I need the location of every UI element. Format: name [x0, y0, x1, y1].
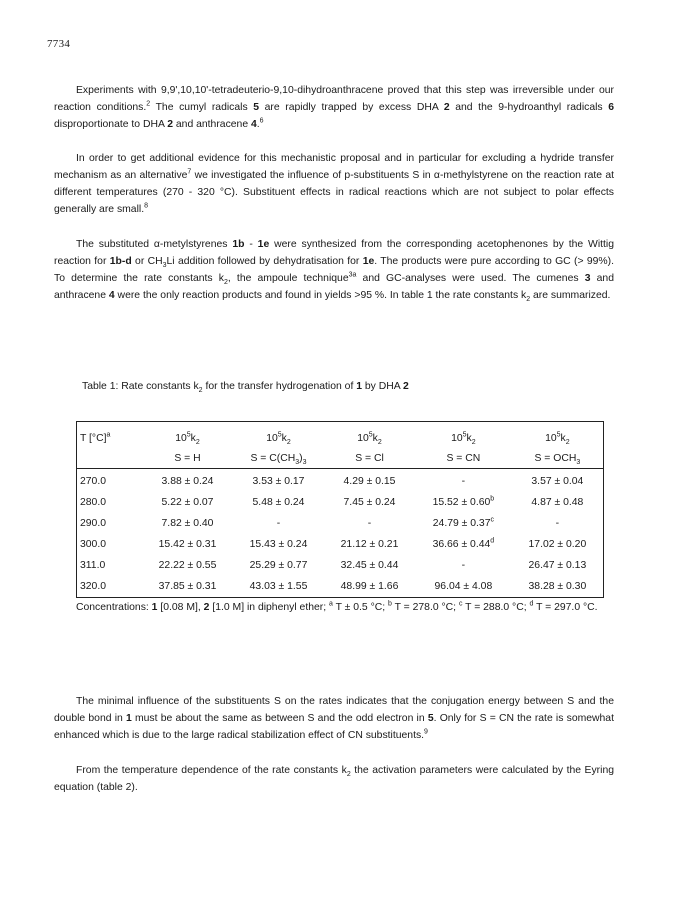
table-caption: Table 1: Rate constants $k_2$ for the transfer hydrogenation of 1 by DHA 2	[82, 381, 409, 395]
cell-value: 15.42 ± 0.31	[158, 539, 217, 550]
cell-value: -	[367, 518, 372, 529]
paragraph-2: In order to get additional evidence for this mechanistic proposal and in particular for excluding a hydride transfer mechanism as an alternative$^7$ we investigated the influence of p-substituents S in α-methylstyrene on the reaction rate at different temperatures (270 - 320 °C). Substituent effects in radical reactions which are not subject to polar effects generally are small.$^8$	[54, 153, 614, 215]
subheader-s-cn: S = CN	[446, 452, 481, 464]
subheader-s-cl: S = Cl	[355, 452, 384, 464]
cell-value: 21.12 ± 0.21	[340, 539, 399, 550]
paragraph-3: The substituted α-metylstyrenes 1b - 1e were synthesized from the corresponding acetophenones by the Wittig reaction for 1b-d or $CH_3Li$ addition followed by dehydratisation for 1e. The products were pure according to GC (> 99%). To determine the rate constants $k_2$, the ampoule technique$^{3a}$ and GC-analyses were used. The cumenes 3 and anthracene 4 were the only reaction products and found in yields >95 %. In table 1 the rate constants $k_2$ are summarized.	[54, 239, 614, 304]
table-subheader-row	[77, 448, 604, 469]
cell-value: -	[555, 518, 560, 529]
subheader-empty	[77, 448, 143, 469]
cell-temperature: 320.0	[80, 581, 107, 592]
cell-value: 96.04 ± 4.08	[434, 581, 493, 592]
table-footnote: Concentrations: 1 [0.08 M], 2 [1.0 M] in diphenyl ether; $^a$ T ± 0.5 °C; $^b$ T = 278.0 °C; $^c$ T = 288.0 °C; $^d$ T = 297.0 °C.	[76, 600, 598, 613]
table-body	[76, 421, 604, 598]
cell-value: 38.28 ± 0.30	[528, 581, 587, 592]
subheader-s-och3: $S = OCH_3$	[534, 452, 581, 466]
cell-value: 3.88 ± 0.24	[142, 469, 233, 493]
cell-value: 32.45 ± 0.44	[340, 560, 399, 571]
table-header-row	[77, 422, 604, 449]
rate-constants-table	[76, 421, 604, 616]
cell-value: 37.85 ± 0.31	[158, 581, 217, 592]
cell-temperature: 270.0	[77, 469, 143, 493]
table-row	[77, 492, 604, 513]
cell-value: 7.45 ± 0.24	[343, 497, 396, 508]
table-row	[77, 534, 604, 555]
cell-value: 43.03 ± 1.55	[249, 581, 308, 592]
header-k2-och3: $10^5k_2$	[545, 431, 570, 446]
header-k2-cn: $10^5k_2$	[451, 431, 476, 446]
cell-value: 5.22 ± 0.07	[161, 497, 214, 508]
header-k2-h: $10^5k_2$	[175, 431, 200, 446]
cell-value: 5.48 ± 0.24	[252, 497, 305, 508]
table-row	[77, 555, 604, 576]
cell-value: 48.99 ± 1.66	[340, 581, 399, 592]
cell-value: 3.53 ± 0.17	[233, 469, 324, 493]
header-k2-cch3: $10^5k_2$	[266, 431, 291, 446]
subheader-s-h: S = H	[174, 452, 201, 464]
cell-value: 7.82 ± 0.40	[161, 518, 214, 529]
cell-value: 15.52 ± 0.60$^b$	[432, 495, 495, 508]
table-row	[77, 469, 604, 493]
cell-value: 22.22 ± 0.55	[158, 560, 217, 571]
cell-value: 3.57 ± 0.04	[512, 469, 604, 493]
cell-value: 4.87 ± 0.48	[531, 497, 584, 508]
cell-temperature: 311.0	[80, 560, 106, 571]
paragraph-1: Experiments with 9,9',10,10'-tetradeuterio-9,10-dihydroanthracene proved that this step was irreversible under our reaction conditions.$^2$ The cumyl radicals 5 are rapidly trapped by excess DHA 2 and the 9-hydroanthyl radicals 6 disproportionate to DHA 2 and anthracene 4.$^6$	[54, 85, 614, 130]
cell-value: 25.29 ± 0.77	[249, 560, 308, 571]
cell-value: 15.43 ± 0.24	[249, 539, 308, 550]
cell-value: -	[461, 560, 466, 571]
paragraph-4: The minimal influence of the substituents S on the rates indicates that the conjugation energy between S and the double bond in 1 must be about the same as between S and the odd electron in 5. Only for S = CN the rate is somewhat enhanced which is due to the large radical stabilization effect of CN substituents.$^9$	[54, 696, 614, 741]
header-k2-cl: $10^5k_2$	[357, 431, 382, 446]
table-row	[77, 576, 604, 598]
cell-value: 4.29 ± 0.15	[324, 469, 415, 493]
subheader-s-cch3: $S = C(CH_3)_3$	[250, 452, 307, 466]
paragraph-5: From the temperature dependence of the rate constants $k_2$ the activation parameters were calculated by the Eyring equation (table 2).	[54, 765, 614, 793]
table-row	[77, 513, 604, 534]
cell-value: 26.47 ± 0.13	[528, 560, 587, 571]
cell-value: 17.02 ± 0.20	[528, 539, 587, 550]
header-temperature: T $[^\circ C]^a$	[80, 431, 111, 444]
page-number: 7734	[47, 38, 71, 50]
cell-temperature: 290.0	[80, 518, 107, 529]
cell-temperature: 280.0	[80, 497, 107, 508]
cell-value: -	[276, 518, 281, 529]
cell-temperature: 300.0	[80, 539, 107, 550]
cell-value: 24.79 ± 0.37$^c$	[432, 516, 494, 529]
cell-value: 36.66 ± 0.44$^d$	[432, 537, 495, 550]
cell-value: -	[415, 469, 512, 493]
